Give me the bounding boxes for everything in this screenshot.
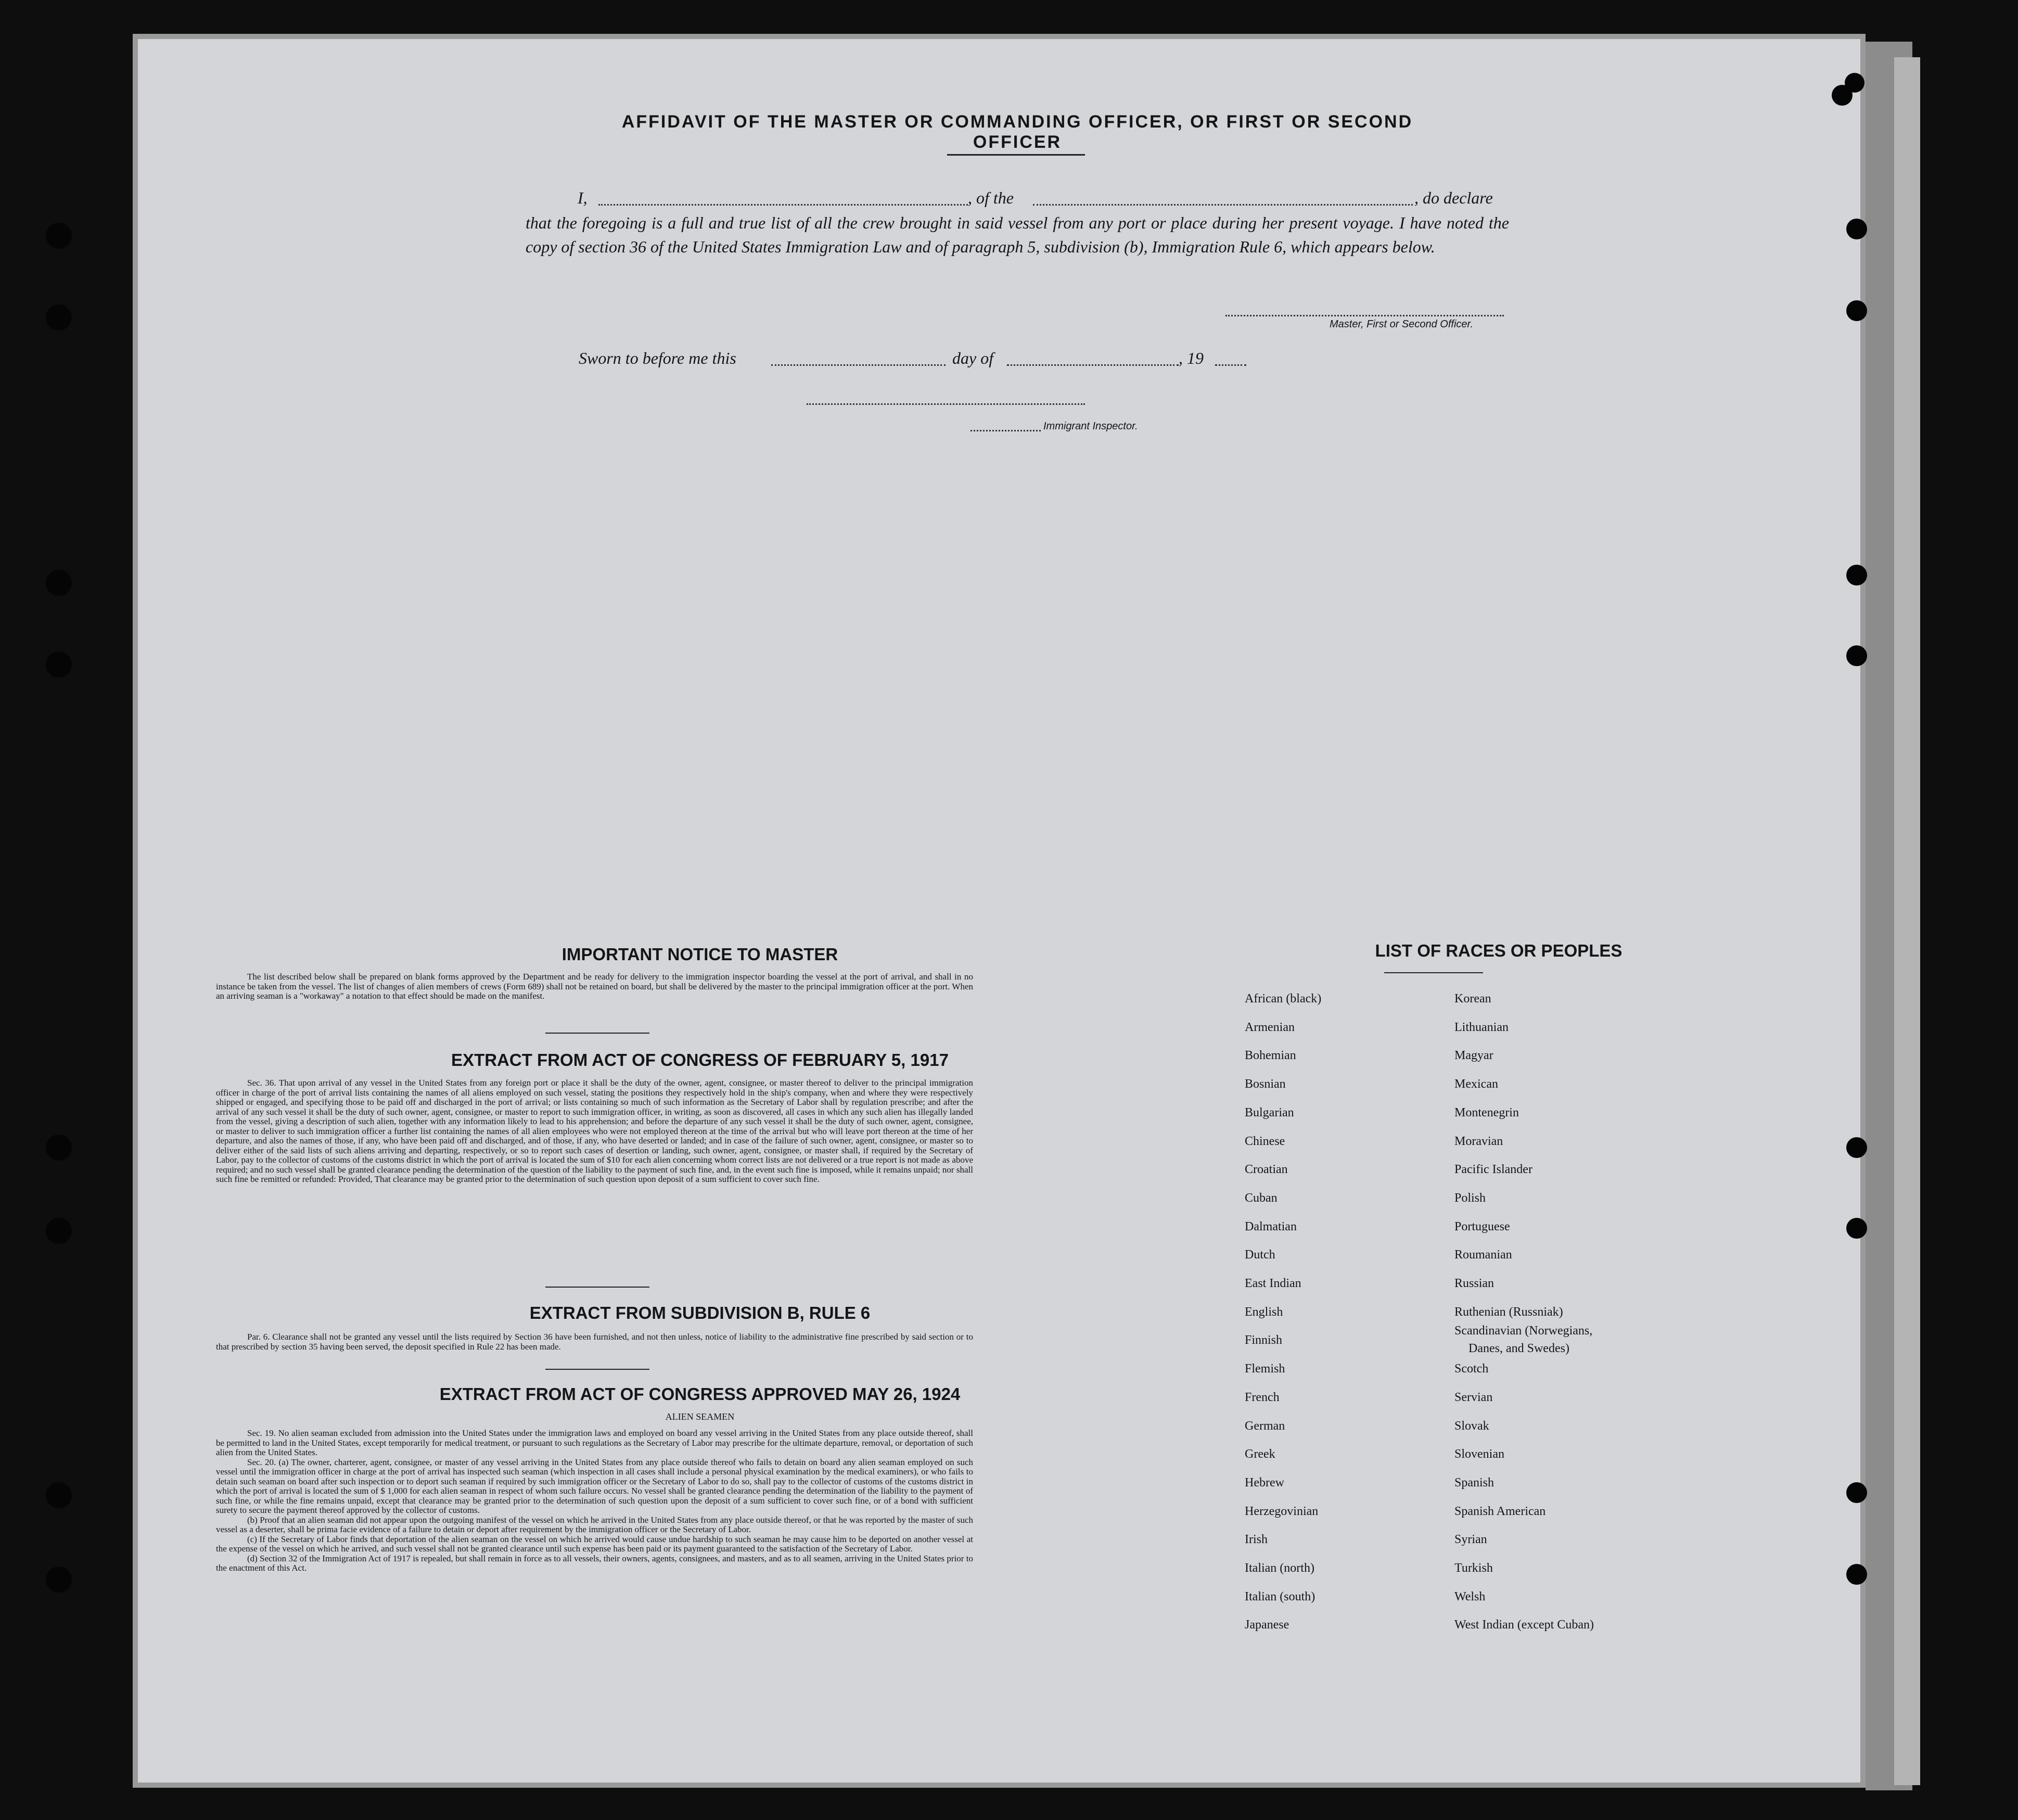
binder-hole	[1846, 219, 1867, 239]
do-declare-label: , do declare	[1414, 188, 1493, 207]
race-item: Armenian	[1245, 1021, 1295, 1034]
rule6-text	[216, 1332, 973, 1352]
race-item: Welsh	[1454, 1590, 1486, 1603]
race-item: African (black)	[1245, 992, 1322, 1006]
notice-title: IMPORTANT NOTICE TO MASTER	[561, 945, 838, 964]
races-title-underline	[1384, 972, 1483, 973]
inspector-name-blank[interactable]	[970, 430, 1041, 431]
declarant-name-blank[interactable]	[598, 204, 968, 206]
race-item: Flemish	[1245, 1362, 1285, 1376]
declarant-label: I,	[578, 188, 587, 207]
race-item: Spanish	[1454, 1476, 1495, 1490]
act-1924-subtitle: ALIEN SEAMEN	[665, 1411, 735, 1422]
race-item: Syrian	[1454, 1533, 1487, 1546]
binder-hole	[1832, 85, 1853, 106]
binder-hole	[1846, 1482, 1867, 1503]
race-item: Turkish	[1454, 1561, 1493, 1575]
binder-hole	[46, 1218, 72, 1244]
act-1924-title: EXTRACT FROM ACT OF CONGRESS APPROVED MAY 26, 1924	[439, 1384, 961, 1404]
binder-hole	[1846, 645, 1867, 666]
act-1917-title: EXTRACT FROM ACT OF CONGRESS OF FEBRUARY 5, 1917	[451, 1050, 949, 1070]
sworn-day-blank[interactable]	[771, 364, 946, 366]
race-item: West Indian (except Cuban)	[1454, 1618, 1594, 1632]
race-item: Pacific Islander	[1454, 1163, 1532, 1176]
binder-hole	[1846, 565, 1867, 586]
race-item: Slovenian	[1454, 1447, 1504, 1461]
officer-signature-blank[interactable]	[1225, 315, 1504, 316]
day-of-label: day of	[952, 349, 994, 367]
act-1924-paragraph: Sec. 20. (a) The owner, charterer, agent, consignee, or master of any vessel arriving in the United States from any place outside thereof who fails to detain on board any alien seaman employed on such vessel until the immigration officer in charge at the port of arrival has inspected such seaman (which inspection in all cases shall include a personal physical examination by the medical examiners), or who fails to detain such seaman on board after such inspection or to deport such seaman if required by such immigration officer or the Secretary of Labor to do so, shall pay to the collector of customs of the customs district in which the port of arrival is located the sum of $ 1,000 for each alien seaman in respect of whom such failure occurs. No vessel shall be granted clearance pending the determination of the liability to the payment of such fine, or while the fine remains unpaid, except that clearance may be granted prior to the determination of such question upon the deposit of a sum sufficient to cover such fine, or of a bond with sufficient surety to secure the payment thereof approved by the collector of customs.	[216, 1457, 973, 1515]
race-item: Lithuanian	[1454, 1021, 1509, 1034]
binder-hole	[1846, 1137, 1867, 1158]
race-item: Dutch	[1245, 1248, 1275, 1262]
rule6-paragraph: Par. 6. Clearance shall not be granted any vessel until the lists required by Section 36 have been furnished, and not then unless, notice of liability to the administrative fine prescribed by said section or to that prescribed by section 35 having been served, the deposit specified in Rule 22 has been made.	[216, 1332, 973, 1352]
of-the-label: , of the	[968, 188, 1014, 207]
races-title: LIST OF RACES OR PEOPLES	[1375, 941, 1623, 960]
race-item: Croatian	[1245, 1163, 1288, 1176]
race-item: Korean	[1454, 992, 1491, 1006]
race-item: Spanish American	[1454, 1505, 1546, 1518]
race-item: Hebrew	[1245, 1476, 1284, 1490]
race-item: Bohemian	[1245, 1049, 1296, 1062]
signature-caption: Master, First or Second Officer.	[1330, 319, 1474, 330]
binder-hole	[46, 1482, 72, 1508]
section-divider	[545, 1369, 649, 1370]
race-item: Portuguese	[1454, 1220, 1510, 1233]
binder-hole	[46, 570, 72, 596]
race-item: Russian	[1454, 1277, 1495, 1290]
page-edge-right-2	[1894, 57, 1920, 1785]
race-item: Magyar	[1454, 1049, 1493, 1062]
title-underline	[947, 154, 1085, 156]
act-1917-paragraph: Sec. 36. That upon arrival of any vessel in the United States from any foreign port or place it shall be the duty of the owner, agent, consignee, or master thereof to deliver to the principal immigration officer in charge of the port of arrival lists containing the names of all aliens employed on such vessel, stating the positions they respectively hold in the ship's company, when and where they were respectively shipped or engaged, and specifying those to be paid off and discharged in the port of arrival; or lists containing so much of such information as the Secretary of Labor shall by regulation prescribe; and after the arrival of any such vessel it shall be the duty of such owner, agent, consignee, or master to report to such immigration officer, in writing, as soon as discovered, all cases in which any such alien has illegally landed from the vessel, giving a description of such alien, together with any information likely to lead to his apprehension; and before the departure of any such vessel it shall be the duty of such owner, agent, consignee, or master to deliver to such immigration officer a further list containing the names of all alien employees who were not employed thereon at the time of the arrival but who will leave port thereon at the time of her departure, and also the names of those, if any, who have been paid off and discharged, and of those, if any, who have deserted or landed; and in case of the failure of such owner, agent, consignee, or master so to deliver either of the said lists of such aliens arriving and departing, respectively, or so to report such cases of desertion or landing, such owner, agent, consignee, or master shall, if required by the Secretary of Labor, pay to the collector of customs of the customs district in which the port of arrival is located the sum of $10 for each alien concerning whom correct lists are not delivered or a true report is not made as above required; and no such vessel shall be granted clearance pending the determination of the question of the liability to the payment of such fine, and, in the event such fine is imposed, while it remains unpaid; nor shall such fine be remitted or refunded: Provided, That clearance may be granted prior to the determination of such question upon deposit of a sum sufficient to cover such fine.	[216, 1078, 973, 1184]
race-item: Finnish	[1245, 1333, 1283, 1347]
binder-hole	[46, 304, 72, 330]
race-item: Roumanian	[1454, 1248, 1512, 1262]
race-item: Cuban	[1245, 1191, 1278, 1205]
act-1924-text	[216, 1429, 973, 1573]
race-item: German	[1245, 1419, 1285, 1433]
race-item: Ruthenian (Russniak)	[1454, 1305, 1563, 1319]
race-item: Bulgarian	[1245, 1106, 1294, 1119]
vessel-name-blank[interactable]	[1033, 204, 1413, 206]
sworn-month-blank[interactable]	[1007, 364, 1179, 366]
race-item: East Indian	[1245, 1277, 1301, 1290]
race-item: Slovak	[1454, 1419, 1489, 1433]
race-item: Dalmatian	[1245, 1220, 1297, 1233]
inspector-caption: Immigrant Inspector.	[1043, 421, 1138, 432]
rule6-title: EXTRACT FROM SUBDIVISION B, RULE 6	[529, 1303, 871, 1322]
act-1924-paragraph: Sec. 19. No alien seaman excluded from admission into the United States under the immigration laws and employed on board any vessel arriving in the United States from any place outside thereof, shall be permitted to land in the United States, except temporarily for medical treatment, or pursuant to such regulations as the Secretary of Labor may prescribe for the ultimate departure, removal, or deportation of such alien from the United States.	[216, 1428, 973, 1457]
race-item: Scandinavian (Norwegians,	[1454, 1324, 1593, 1338]
race-item: English	[1245, 1305, 1283, 1319]
binder-hole	[1846, 1564, 1867, 1585]
race-item: Polish	[1454, 1191, 1486, 1205]
race-item: Montenegrin	[1454, 1106, 1519, 1119]
declaration-body: that the foregoing is a full and true list of all the crew brought in said vessel from any port or place during her present voyage. I have noted the copy of section 36 of the United States Immigration Law and of paragraph 5, subdivision (b), Immigration Rule 6, which appears below.	[526, 213, 1509, 256]
binder-hole	[46, 1567, 72, 1593]
race-item: Mexican	[1454, 1077, 1498, 1091]
race-item: Greek	[1245, 1447, 1275, 1461]
year-label: , 19	[1179, 349, 1204, 367]
section-divider	[545, 1287, 649, 1288]
race-item: Japanese	[1245, 1618, 1289, 1632]
binder-hole	[1846, 300, 1867, 321]
binder-hole	[46, 652, 72, 678]
sworn-year-blank[interactable]	[1215, 364, 1246, 366]
act-1924-paragraph: (d) Section 32 of the Immigration Act of 1917 is repealed, but shall remain in force as to all vessels, their owners, agents, consignees, and masters, and as to all seamen, arriving in the United States prior to the enactment of this Act.	[216, 1553, 973, 1573]
notice-paragraph: The list described below shall be prepared on blank forms approved by the Department and be ready for delivery to the immigration inspector boarding the vessel at the port of arrival, and shall in no instance be taken from the vessel. The list of changes of alien members of crews (Form 689) shall not be retained on board, but shall be delivered by the master to the principal immigration officer at the port. When an arriving seaman is a "workaway" a notation to that effect should be made on the manifest.	[216, 972, 973, 1001]
race-item: Herzegovinian	[1245, 1505, 1319, 1518]
sworn-label: Sworn to before me this	[579, 349, 736, 367]
race-item: Italian (north)	[1245, 1561, 1314, 1575]
section-divider	[545, 1033, 649, 1034]
race-item: Bosnian	[1245, 1077, 1286, 1091]
race-item: Chinese	[1245, 1135, 1285, 1148]
act-1924-paragraph: (b) Proof that an alien seaman did not appear upon the outgoing manifest of the vessel on which he arrived in the United States from any place outside thereof, or that he was reported by the master of such vessel as a deserter, shall be prima facie evidence of a failure to detain or deport after requirement by the immigration officer or the Secretary of Labor.	[216, 1514, 973, 1534]
notice-text	[216, 972, 973, 1001]
race-item: Scotch	[1454, 1362, 1489, 1376]
affidavit-title: AFFIDAVIT OF THE MASTER OR COMMANDING OFFICER, OR FIRST OR SECOND OFFICER	[621, 112, 1413, 152]
inspector-signature-blank[interactable]	[807, 403, 1085, 405]
act-1924-paragraph: (c) If the Secretary of Labor finds that deportation of the alien seaman on the vessel on which he arrived would cause undue hardship to such seaman he may cause him to be deported on another vessel at the expense of the vessel on which he arrived, and such vessel shall not be granted clearance until such expense has been paid or its payment guaranteed to the satisfaction of the Secretary of Labor.	[216, 1534, 973, 1554]
binder-hole	[46, 1135, 72, 1161]
binder-hole	[1846, 1218, 1867, 1239]
race-item: Italian (south)	[1245, 1590, 1315, 1603]
binder-hole	[46, 223, 72, 249]
race-item: Moravian	[1454, 1135, 1503, 1148]
act-1917-text	[216, 1078, 973, 1185]
race-item: Servian	[1454, 1391, 1493, 1404]
race-item-continuation: Danes, and Swedes)	[1468, 1342, 1569, 1355]
race-item: French	[1245, 1391, 1280, 1404]
race-item: Irish	[1245, 1533, 1268, 1546]
